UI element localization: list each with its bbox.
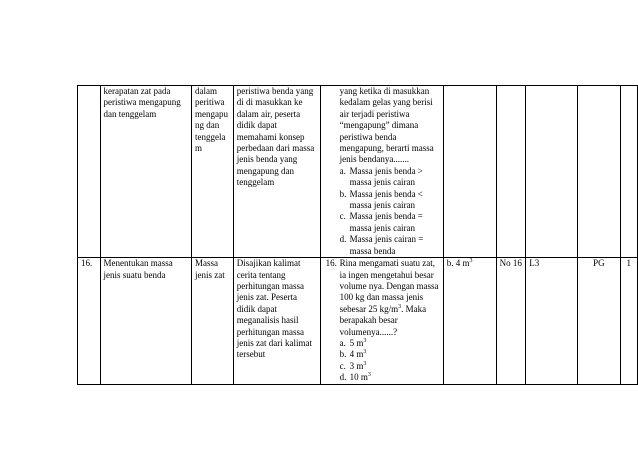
options-list: [340, 338, 440, 384]
cell-bentuk: [578, 86, 620, 258]
cell-indikator: Menentukan massa jenis suatu benda: [100, 258, 192, 384]
cell-no: [78, 86, 101, 258]
materi-line: dalam: [195, 86, 217, 96]
option-item: a. 5 $m^3$: [339, 337, 367, 348]
soal-stem: Rina mengamati suatu zat, ia ingen mengetahui besar volume nya. Dengan massa 100 kg dan massa jenis sebesar 25 $kg/m^3$. Maka berapakah besar volumenya......?: [339, 258, 439, 337]
cell-indikator-soal: peristiwa benda yang di di masukkan ke dalam air, peserta didik dapat memahami konsep perbedaan dari massa jenis benda yang mengapung dan tenggelam: [233, 86, 320, 258]
cell-skor: 1: [620, 258, 637, 384]
question-grid-table: [77, 85, 638, 385]
option-item: c. 3 $m^3$: [339, 360, 367, 371]
table-row: [78, 86, 638, 258]
cell-skor: [620, 86, 637, 258]
materi-line: ng dan: [195, 120, 220, 131]
option-item: d. 10 $m^3$: [339, 372, 371, 383]
option-item: b. 4 $m^3$: [339, 349, 367, 360]
cell-soal: [320, 86, 443, 258]
cell-nomor: [496, 86, 526, 258]
cell-kunci: [443, 86, 496, 258]
cell-indikator: kerapatan zat pada peristiwa mengapung dan tenggelam: [100, 86, 192, 258]
option-item: b. Massa jenis benda < massa jenis cairan: [339, 188, 423, 211]
cell-no: 16.: [78, 258, 101, 384]
cell-materi: [192, 86, 234, 258]
table-row: [78, 258, 638, 384]
cell-materi: Massa jenis zat: [192, 258, 234, 384]
cell-bentuk: PG: [578, 258, 620, 384]
cell-kunci: b. 4 $m^3$: [443, 258, 496, 384]
options-list: [340, 166, 440, 257]
materi-line: peritiwa: [195, 97, 225, 108]
option-item: a. Massa jenis benda > massa jenis cairan: [339, 165, 423, 188]
cell-level: L3: [526, 258, 578, 384]
soal-number: 16.: [325, 258, 337, 269]
materi-line: mengapu: [195, 108, 228, 119]
option-item: d. Massa jenis cairan = massa benda: [339, 234, 424, 256]
cell-level: [526, 86, 578, 258]
soal-stem: yang ketika di masukkan kedalam gelas yang berisi air terjadi peristiwa “mengapung” dimana peristiwa benda mengapung, berarti massa jenis bendanya.......: [339, 86, 434, 165]
materi-line: tenggela: [195, 131, 226, 142]
cell-indikator-soal: Disajikan kalimat cerita tentang perhitungan massa jenis zat. Peserta didik dapat meganalisis hasil perhitungan massa jenis zat dari kalimat tersebut: [233, 258, 320, 384]
materi-line: m: [195, 143, 203, 154]
option-item: c. Massa jenis benda = massa jenis cairan: [339, 211, 423, 233]
cell-soal: [320, 258, 443, 384]
cell-nomor: No 16: [496, 258, 526, 384]
